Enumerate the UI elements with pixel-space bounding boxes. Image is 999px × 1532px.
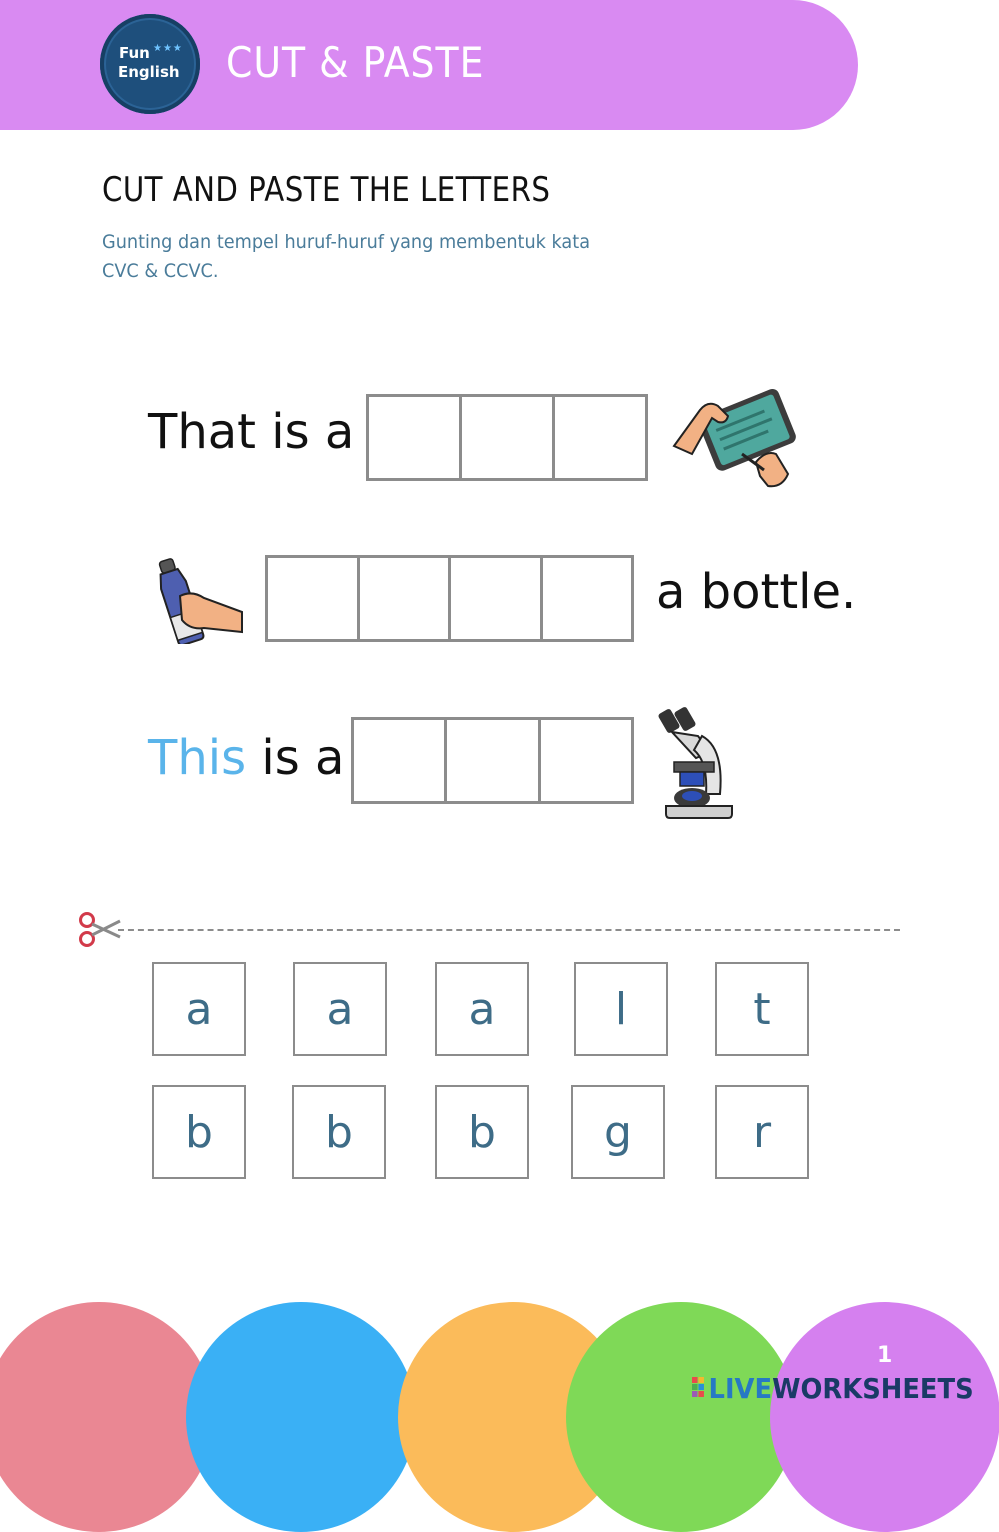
- logo-line1: Fun: [119, 44, 150, 62]
- letter-tile[interactable]: a: [152, 962, 246, 1056]
- letter-tile[interactable]: g: [571, 1085, 665, 1179]
- cut-line: [118, 929, 900, 931]
- letter-tile[interactable]: a: [293, 962, 387, 1056]
- letter-tile[interactable]: b: [152, 1085, 246, 1179]
- highlight-word: This: [148, 730, 247, 786]
- letter-tile[interactable]: r: [715, 1085, 809, 1179]
- liveworksheets-logo: [692, 1372, 974, 1405]
- sentence-1-text: That is a: [148, 404, 355, 460]
- footer-circle-purple: [770, 1302, 999, 1532]
- bottle-hand-icon: [152, 550, 244, 644]
- sentence-2-text: a bottle.: [656, 564, 857, 620]
- drop-box[interactable]: [447, 720, 540, 801]
- drop-box[interactable]: [354, 720, 447, 801]
- footer-circle-blue: [186, 1302, 416, 1532]
- letter-tile[interactable]: a: [435, 962, 529, 1056]
- subtitle-line1: Gunting dan tempel huruf-huruf yang membentuk kata: [102, 231, 591, 253]
- sentence-3-text: [148, 730, 344, 786]
- brand-live: LIVE: [708, 1372, 773, 1405]
- microscope-icon: [658, 706, 738, 820]
- scissors-icon: [78, 909, 122, 949]
- drop-box[interactable]: [543, 558, 632, 639]
- letter-tile[interactable]: b: [435, 1085, 529, 1179]
- footer-circle-green: [566, 1302, 796, 1532]
- letter-tile[interactable]: t: [715, 962, 809, 1056]
- instruction-title: CUT AND PASTE THE LETTERS: [102, 170, 551, 210]
- footer-circle-pink: [0, 1302, 214, 1532]
- drop-box[interactable]: [462, 397, 555, 478]
- instruction-subtitle: [102, 228, 660, 286]
- drop-box[interactable]: [541, 720, 631, 801]
- sentence-2-drop-boxes: [265, 555, 634, 642]
- drop-box[interactable]: [360, 558, 452, 639]
- sentence-3-drop-boxes: [351, 717, 634, 804]
- sentence-3-rest: is a: [246, 730, 345, 786]
- fun-english-logo: [100, 14, 200, 114]
- letter-tile[interactable]: b: [292, 1085, 386, 1179]
- brand-rest: WORKSHEETS: [772, 1372, 974, 1405]
- drop-box[interactable]: [451, 558, 543, 639]
- subtitle-line2: CVC & CCVC.: [102, 260, 219, 282]
- drop-box[interactable]: [268, 558, 360, 639]
- header-title: CUT & PASTE: [226, 38, 485, 87]
- drop-box[interactable]: [369, 397, 462, 478]
- logo-line2: English: [118, 63, 180, 81]
- drop-box[interactable]: [555, 397, 645, 478]
- tablet-icon: [672, 388, 802, 492]
- letter-tile[interactable]: l: [574, 962, 668, 1056]
- logo-stars: ★★★: [153, 43, 183, 54]
- sentence-1-drop-boxes: [366, 394, 648, 481]
- page-number: 1: [877, 1343, 893, 1368]
- liveworksheets-badge-icon: [692, 1377, 705, 1403]
